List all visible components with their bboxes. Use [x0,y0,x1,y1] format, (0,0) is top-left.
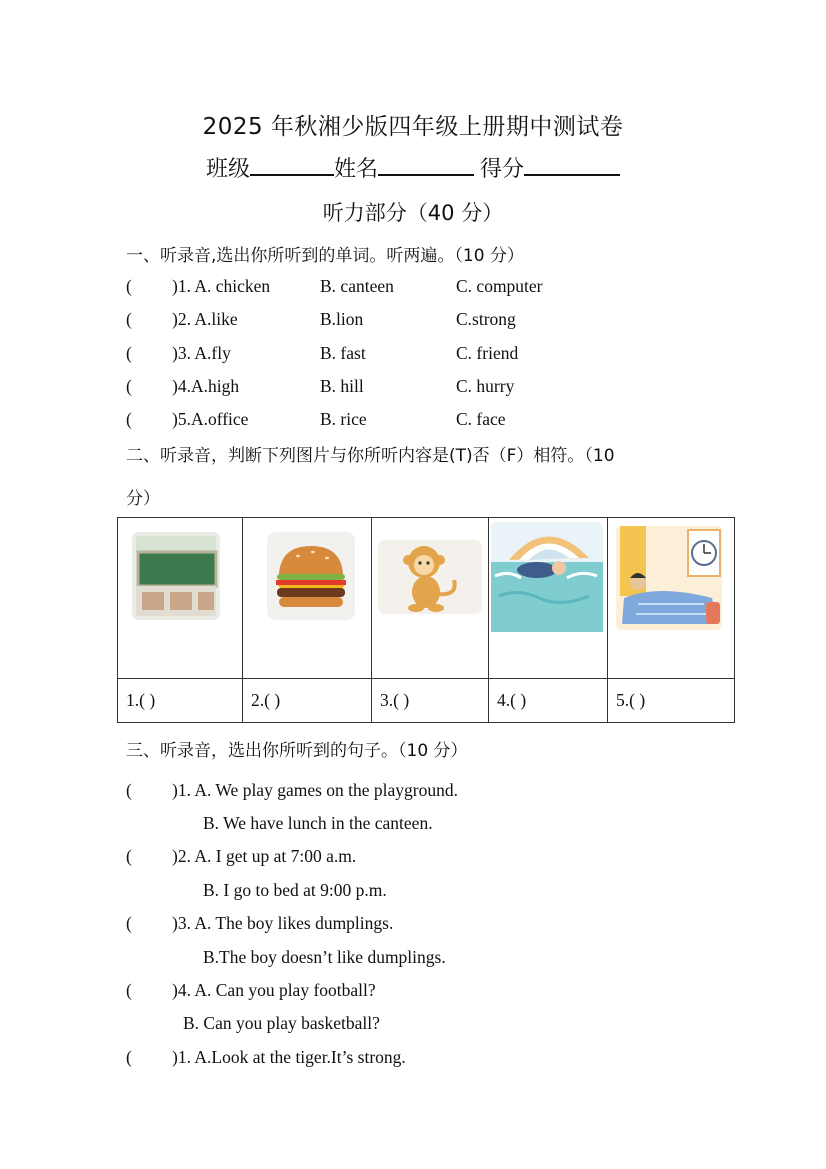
sentence-option-b: B.The boy doesn’t like dumplings. [203,947,446,967]
score-label: 得分 [480,157,525,182]
question-option-c: C. computer [456,276,543,296]
listening-section-title: 听力部分（40 分） [322,201,504,225]
answer-paren: ( [126,343,132,363]
picture-answer-3[interactable]: 3.( ) [372,679,489,723]
class-blank[interactable] [250,154,334,176]
sentence-option-a: )2. A. I get up at 7:00 a.m. [172,846,357,866]
answer-paren: ( [126,1047,132,1067]
picture-table [117,517,735,723]
sentence-option-a: )3. A. The boy likes dumplings. [172,913,394,933]
answer-paren: ( [126,409,132,429]
question-option-b: B. fast [320,343,366,363]
picture-cell [608,518,735,679]
sentence-option-b: B. We have lunch in the canteen. [203,813,433,833]
answer-paren: ( [126,376,132,396]
question-option-a: )1. A. chicken [172,276,271,296]
sentence-option-a: )1. A.Look at the tiger.It’s strong. [172,1047,406,1067]
question-option-a: )3. A.fly [172,343,231,363]
section2-heading-cont: 分） [126,489,160,509]
answer-paren: ( [126,309,132,329]
answer-paren: ( [126,980,132,1000]
hamburger-image [243,518,371,678]
monkey-image [372,518,488,678]
section3-heading: 三、听录音，选出你所听到的句子。（10 分） [126,741,468,761]
question-option-b: B. hill [320,376,364,396]
picture-answer-4[interactable]: 4.( ) [489,679,608,723]
sentence-option-b: B. I go to bed at 9:00 p.m. [203,880,387,900]
name-label: 姓名 [333,157,378,182]
sentence-option-a: )4. A. Can you play football? [172,980,376,1000]
section2-heading: 二、听录音，判断下列图片与你所听内容是(T)否（F）相符。（10 [126,446,615,466]
class-label: 班级 [205,157,250,182]
classroom-blackboard-image [118,518,242,678]
answer-paren: ( [126,846,132,866]
page-title: 2025 年秋湘少版四年级上册期中测试卷 [202,114,624,140]
picture-cell [118,518,243,679]
question-option-b: B. canteen [320,276,394,296]
question-option-c: C. face [456,409,506,429]
question-option-a: )4.A.high [172,376,240,396]
question-option-a: )5.A.office [172,409,249,429]
question-option-c: C.strong [456,309,516,329]
section1-heading: 一、听录音,选出你所听到的单词。听两遍。（10 分） [126,246,524,266]
answer-paren: ( [126,913,132,933]
question-option-c: C. hurry [456,376,515,396]
answer-paren: ( [126,780,132,800]
picture-answer-2[interactable]: 2.( ) [243,679,372,723]
picture-answer-5[interactable]: 5.( ) [608,679,735,723]
question-option-c: C. friend [456,343,519,363]
score-blank[interactable] [524,154,620,176]
student-info-line [0,152,826,183]
question-option-b: B. rice [320,409,367,429]
sentence-option-b: B. Can you play basketball? [183,1013,380,1033]
picture-cell [372,518,489,679]
answer-paren: ( [126,276,132,296]
question-option-b: B.lion [320,309,364,329]
sentence-option-a: )1. A. We play games on the playground. [172,780,458,800]
picture-cell [489,518,608,679]
swimming-image [489,518,607,678]
question-option-a: )2. A.like [172,309,238,329]
picture-answer-1[interactable]: 1.( ) [118,679,243,723]
boy-in-bed-image [608,518,734,678]
name-blank[interactable] [378,154,474,176]
picture-cell [243,518,372,679]
